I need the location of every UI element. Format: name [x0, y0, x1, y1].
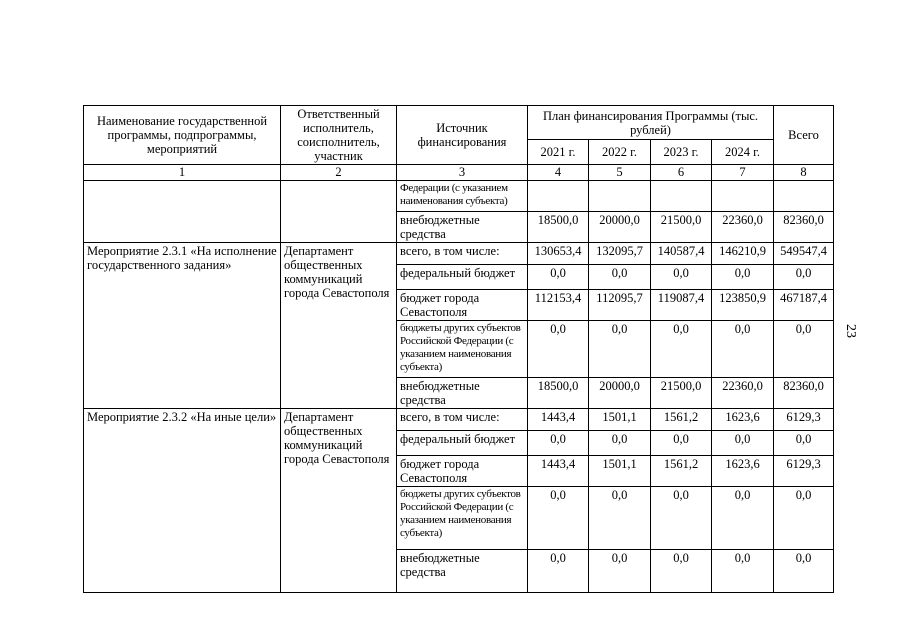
value-cell: 82360,0	[774, 212, 834, 243]
column-number: 1	[84, 165, 281, 181]
value-cell: 1443,4	[528, 456, 589, 487]
value-cell: 0,0	[712, 431, 774, 456]
source-cell: внебюджетные средства	[397, 212, 528, 243]
value-cell: 18500,0	[528, 212, 589, 243]
header-year-2022: 2022 г.	[589, 140, 651, 165]
value-cell: 1443,4	[528, 409, 589, 431]
value-cell: 0,0	[651, 265, 712, 290]
value-cell: 123850,9	[712, 290, 774, 321]
header-year-2021: 2021 г.	[528, 140, 589, 165]
value-cell: 22360,0	[712, 212, 774, 243]
column-number: 5	[589, 165, 651, 181]
value-cell: 0,0	[528, 321, 589, 378]
value-cell: 0,0	[774, 265, 834, 290]
value-cell	[651, 181, 712, 212]
header-executor: Ответственный исполнитель, соисполнитель, участник	[281, 106, 397, 165]
header-total: Всего	[774, 106, 834, 165]
measure-executor-cell: Департамент общественных коммуникаций города Севастополя	[281, 243, 397, 409]
source-cell: бюджеты других субъектов Российской Федерации (с указанием наименования субъекта)	[397, 487, 528, 550]
value-cell: 0,0	[712, 487, 774, 550]
value-cell	[774, 181, 834, 212]
column-number: 2	[281, 165, 397, 181]
table-row	[84, 409, 834, 431]
value-cell: 549547,4	[774, 243, 834, 265]
value-cell: 1623,6	[712, 409, 774, 431]
source-cell: бюджет города Севастополя	[397, 456, 528, 487]
continued-name-cell	[84, 181, 281, 243]
header-year-2024: 2024 г.	[712, 140, 774, 165]
column-number: 8	[774, 165, 834, 181]
value-cell: 0,0	[589, 550, 651, 593]
value-cell	[528, 181, 589, 212]
value-cell: 21500,0	[651, 378, 712, 409]
source-cell: Федерации (с указанием наименования субъекта)	[397, 181, 528, 212]
measure-name-cell: Мероприятие 2.3.1 «На исполнение государственного задания»	[84, 243, 281, 409]
value-cell: 0,0	[528, 487, 589, 550]
financing-table	[83, 105, 834, 593]
header-plan: План финансирования Программы (тыс. рублей)	[528, 106, 774, 140]
value-cell: 0,0	[774, 487, 834, 550]
value-cell: 0,0	[712, 265, 774, 290]
measure-name-cell: Мероприятие 2.3.2 «На иные цели»	[84, 409, 281, 593]
value-cell: 0,0	[651, 550, 712, 593]
value-cell: 1561,2	[651, 456, 712, 487]
continued-executor-cell	[281, 181, 397, 243]
value-cell: 1501,1	[589, 456, 651, 487]
column-number: 7	[712, 165, 774, 181]
value-cell: 0,0	[774, 550, 834, 593]
column-number: 6	[651, 165, 712, 181]
value-cell: 0,0	[528, 550, 589, 593]
value-cell: 1623,6	[712, 456, 774, 487]
value-cell: 82360,0	[774, 378, 834, 409]
header-year-2023: 2023 г.	[651, 140, 712, 165]
value-cell: 21500,0	[651, 212, 712, 243]
value-cell: 140587,4	[651, 243, 712, 265]
value-cell: 0,0	[589, 321, 651, 378]
header-source: Источник финансирования	[397, 106, 528, 165]
page-number: 23	[843, 324, 858, 338]
column-number: 4	[528, 165, 589, 181]
value-cell: 146210,9	[712, 243, 774, 265]
value-cell: 0,0	[651, 487, 712, 550]
value-cell: 130653,4	[528, 243, 589, 265]
value-cell: 0,0	[774, 431, 834, 456]
table-row	[84, 181, 834, 212]
value-cell: 0,0	[712, 550, 774, 593]
value-cell: 467187,4	[774, 290, 834, 321]
header-row	[84, 106, 834, 140]
value-cell: 6129,3	[774, 409, 834, 431]
value-cell: 20000,0	[589, 212, 651, 243]
source-cell: федеральный бюджет	[397, 431, 528, 456]
value-cell: 1501,1	[589, 409, 651, 431]
value-cell: 0,0	[528, 431, 589, 456]
value-cell: 0,0	[774, 321, 834, 378]
table-row	[84, 243, 834, 265]
source-cell: бюджеты других субъектов Российской Федерации (с указанием наименования субъекта)	[397, 321, 528, 378]
value-cell: 0,0	[528, 265, 589, 290]
column-number: 3	[397, 165, 528, 181]
value-cell: 132095,7	[589, 243, 651, 265]
value-cell: 1561,2	[651, 409, 712, 431]
value-cell: 0,0	[589, 265, 651, 290]
value-cell: 0,0	[651, 321, 712, 378]
source-cell: всего, в том числе:	[397, 243, 528, 265]
value-cell: 0,0	[712, 321, 774, 378]
value-cell: 112153,4	[528, 290, 589, 321]
value-cell: 6129,3	[774, 456, 834, 487]
header-name: Наименование государственной программы, подпрограммы, мероприятий	[84, 106, 281, 165]
value-cell: 112095,7	[589, 290, 651, 321]
value-cell: 22360,0	[712, 378, 774, 409]
source-cell: бюджет города Севастополя	[397, 290, 528, 321]
column-numbers-row	[84, 165, 834, 181]
source-cell: внебюджетные средства	[397, 378, 528, 409]
value-cell: 0,0	[651, 431, 712, 456]
value-cell	[712, 181, 774, 212]
value-cell: 119087,4	[651, 290, 712, 321]
source-cell: всего, в том числе:	[397, 409, 528, 431]
value-cell: 20000,0	[589, 378, 651, 409]
value-cell	[589, 181, 651, 212]
measure-executor-cell: Департамент общественных коммуникаций города Севастополя	[281, 409, 397, 593]
value-cell: 0,0	[589, 431, 651, 456]
source-cell: внебюджетные средства	[397, 550, 528, 593]
source-cell: федеральный бюджет	[397, 265, 528, 290]
value-cell: 0,0	[589, 487, 651, 550]
value-cell: 18500,0	[528, 378, 589, 409]
